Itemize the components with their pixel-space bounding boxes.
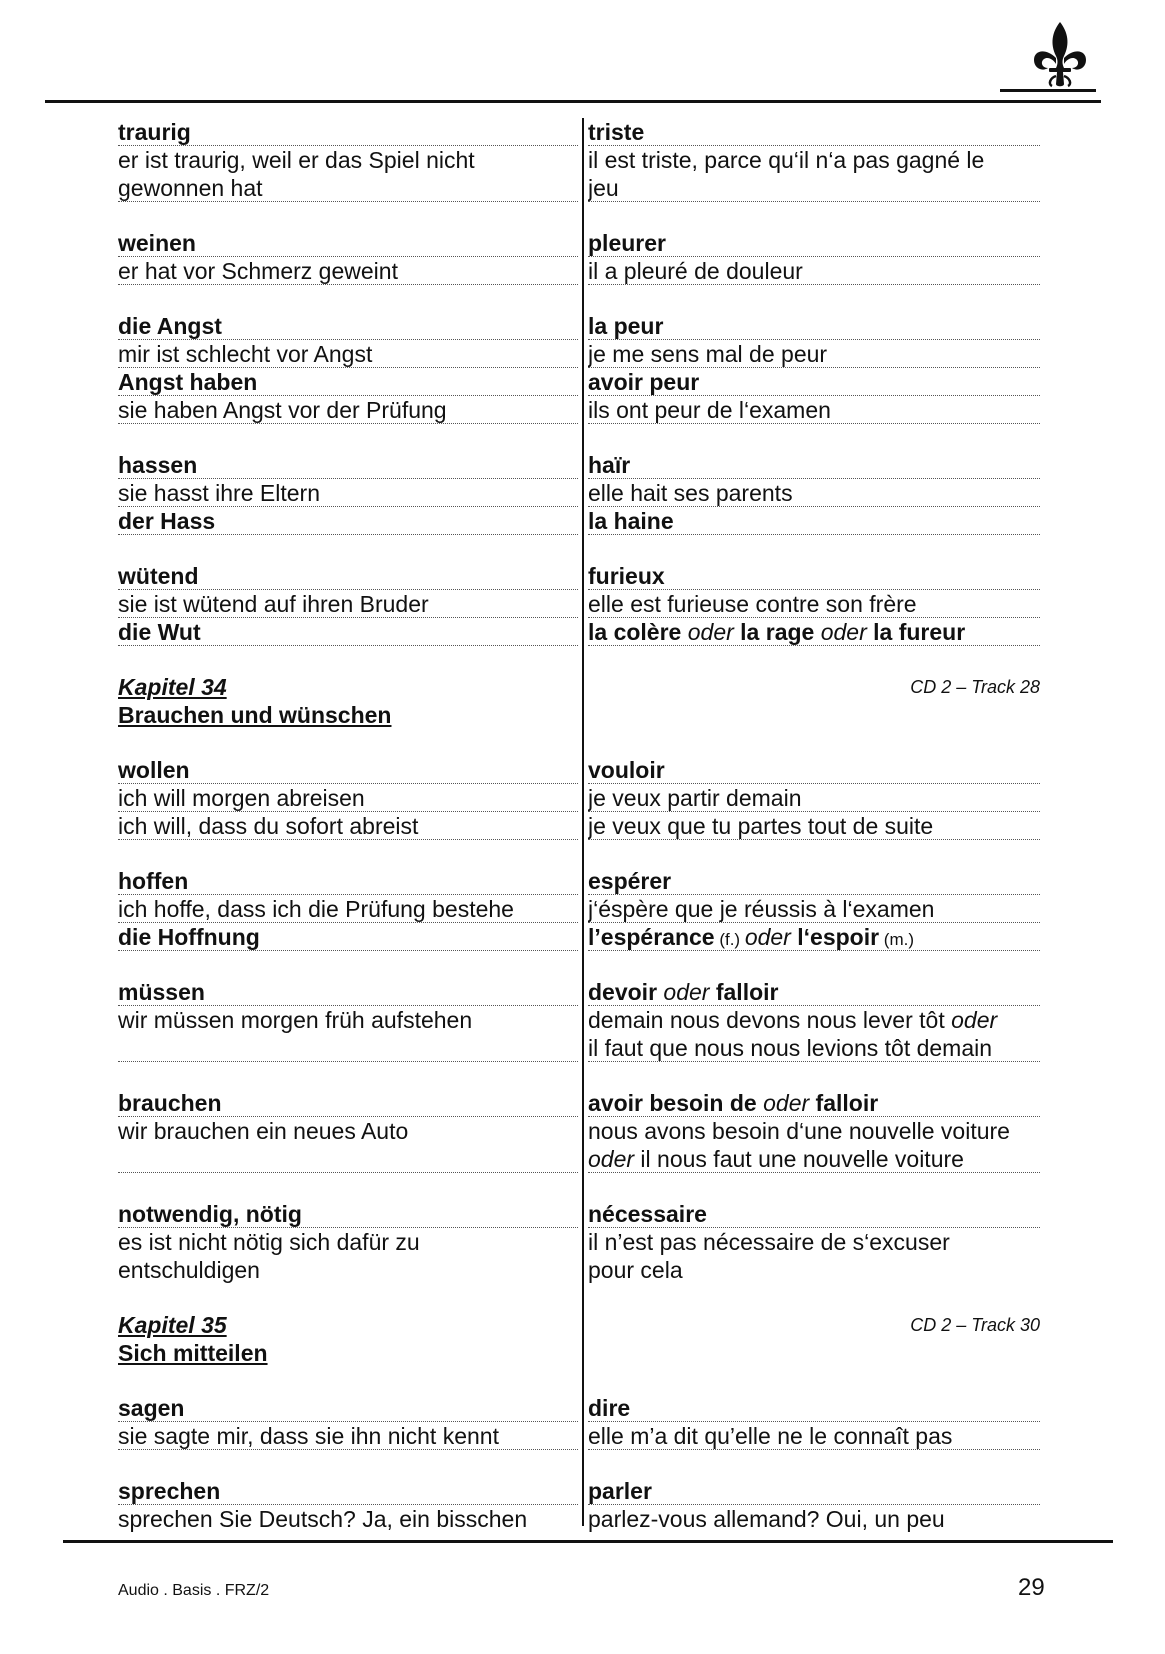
spacer [118, 1450, 1048, 1477]
vocab-row [118, 812, 1048, 840]
entry-text: parler [588, 1478, 652, 1504]
entry-text: hoffen [118, 868, 189, 894]
german-cell [118, 146, 578, 174]
spacer [118, 285, 1048, 312]
entry-text: oder [951, 1007, 998, 1033]
spacer [118, 729, 1048, 756]
german-cell [118, 590, 578, 618]
entry-text: traurig [118, 119, 191, 145]
entry-text: il n’est pas nécessaire de s‘excuser [588, 1229, 950, 1255]
entry-text: sprechen [118, 1478, 221, 1504]
chapter-heading: Brauchen und wünschen [118, 702, 392, 728]
vocab-row [118, 174, 1048, 202]
french-cell [588, 1477, 1040, 1505]
french-cell [588, 1200, 1040, 1228]
french-cell [588, 257, 1040, 285]
german-cell [118, 340, 578, 368]
french-cell [588, 1089, 1040, 1117]
entry-text: sie ist wütend auf ihren Bruder [118, 591, 429, 617]
vocab-row [118, 340, 1048, 368]
entry-text: il nous faut une nouvelle voiture [634, 1146, 964, 1172]
entry-text: es ist nicht nötig sich dafür zu [118, 1229, 420, 1255]
entry-text: oder [588, 1146, 635, 1172]
entry-text: vouloir [588, 757, 665, 783]
spacer [118, 202, 1048, 229]
entry-text: dire [588, 1395, 631, 1421]
entry-text: wütend [118, 563, 199, 589]
entry-text: avoir peur [588, 369, 700, 395]
entry-text: nous avons besoin d‘une nouvelle voiture [588, 1118, 1010, 1144]
chapter-heading-row [118, 701, 1048, 729]
vocab-row [118, 1228, 1048, 1256]
german-cell [118, 1006, 578, 1034]
french-cell [588, 229, 1040, 257]
vocab-row [118, 618, 1048, 646]
french-cell [588, 590, 1040, 618]
vocab-row [118, 1034, 1048, 1062]
german-cell [118, 312, 578, 340]
german-cell [118, 229, 578, 257]
chapter-heading-row [118, 1339, 1048, 1367]
german-cell [118, 1200, 578, 1228]
spacer [118, 646, 1048, 673]
entry-text: elle hait ses parents [588, 480, 793, 506]
french-cell [588, 479, 1040, 507]
entry-text: falloir [709, 979, 779, 1005]
german-cell [118, 784, 578, 812]
entry-text: elle m’a dit qu’elle ne le connaît pas [588, 1423, 953, 1449]
german-cell [118, 1394, 578, 1422]
vocabulary-list [118, 118, 1048, 1533]
vocab-row [118, 312, 1048, 340]
entry-text: ich will morgen abreisen [118, 785, 365, 811]
german-cell [118, 1145, 578, 1173]
vocab-row [118, 396, 1048, 424]
french-cell [588, 1422, 1040, 1450]
german-cell [118, 923, 578, 951]
entry-text: la peur [588, 313, 664, 339]
entry-text: haïr [588, 452, 631, 478]
german-cell [118, 1256, 578, 1284]
vocab-row [118, 146, 1048, 174]
entry-text: oder [744, 924, 791, 950]
entry-text: ich hoffe, dass ich die Prüfung bestehe [118, 896, 514, 922]
entry-text: sie hasst ihre Eltern [118, 480, 320, 506]
vocab-row [118, 1477, 1048, 1505]
vocab-row [118, 1006, 1048, 1034]
entry-text: (f.) [714, 930, 745, 949]
german-cell [118, 1117, 578, 1145]
french-cell [588, 1256, 1040, 1284]
german-cell [118, 812, 578, 840]
fleur-de-lis-icon [1030, 18, 1090, 90]
entry-text: il a pleuré de douleur [588, 258, 803, 284]
german-cell [118, 1228, 578, 1256]
vocab-row [118, 562, 1048, 590]
entry-text: gewonnen hat [118, 175, 263, 201]
vocab-row [118, 1394, 1048, 1422]
entry-text: er hat vor Schmerz geweint [118, 258, 398, 284]
footer-rule [63, 1540, 1113, 1543]
french-cell [588, 978, 1040, 1006]
french-cell [588, 1117, 1040, 1145]
audio-track-label: CD 2 – Track 28 [910, 677, 1040, 697]
spacer [118, 951, 1048, 978]
french-cell [588, 174, 1040, 202]
entry-text: je veux partir demain [588, 785, 802, 811]
entry-text: die Hoffnung [118, 924, 260, 950]
german-cell [118, 479, 578, 507]
entry-text: oder [820, 619, 867, 645]
german-cell [118, 978, 578, 1006]
entry-text: nécessaire [588, 1201, 707, 1227]
german-cell [118, 1505, 578, 1533]
entry-text: entschuldigen [118, 1257, 260, 1283]
entry-text: notwendig, nötig [118, 1201, 302, 1227]
entry-text: Angst haben [118, 369, 258, 395]
french-cell [588, 451, 1040, 479]
entry-text: la haine [588, 508, 674, 534]
chapter-title: Kapitel 34 [118, 674, 227, 700]
vocab-row [118, 451, 1048, 479]
german-cell [118, 368, 578, 396]
german-cell [118, 451, 578, 479]
spacer [118, 1367, 1048, 1394]
entry-text: il est triste, parce qu‘il n‘a pas gagné le [588, 147, 985, 173]
entry-text: il faut que nous nous levions tôt demain [588, 1035, 993, 1061]
vocab-row [118, 507, 1048, 535]
german-cell [118, 1422, 578, 1450]
german-cell [118, 396, 578, 424]
footer-source: Audio . Basis . FRZ/2 [118, 1582, 270, 1599]
vocab-row [118, 1256, 1048, 1284]
entry-text: jeu [588, 175, 619, 201]
entry-text: der Hass [118, 508, 216, 534]
vocab-row [118, 229, 1048, 257]
spacer [118, 840, 1048, 867]
german-cell [118, 257, 578, 285]
entry-text: je veux que tu partes tout de suite [588, 813, 934, 839]
entry-text: oder [663, 979, 710, 1005]
french-cell [588, 1034, 1040, 1062]
french-cell [588, 562, 1040, 590]
french-cell [588, 895, 1040, 923]
entry-text: espérer [588, 868, 672, 894]
entry-text: hassen [118, 452, 198, 478]
french-cell [588, 507, 1040, 535]
vocab-row [118, 784, 1048, 812]
entry-text: oder [763, 1090, 810, 1116]
vocab-row [118, 257, 1048, 285]
entry-text: j‘éspère que je réussis à l‘examen [588, 896, 935, 922]
entry-text: (m.) [879, 930, 914, 949]
french-cell [588, 618, 1040, 646]
entry-text: devoir [588, 979, 664, 1005]
entry-text: sagen [118, 1395, 185, 1421]
german-cell [118, 1089, 578, 1117]
entry-text: la colère [588, 619, 688, 645]
header-rule [45, 100, 1101, 103]
entry-text: la fureur [866, 619, 966, 645]
french-cell [588, 812, 1040, 840]
audio-track-label: CD 2 – Track 30 [910, 1315, 1040, 1335]
entry-text: sie sagte mir, dass sie ihn nicht kennt [118, 1423, 499, 1449]
entry-text: brauchen [118, 1090, 222, 1116]
entry-text: l’espérance [588, 924, 715, 950]
entry-text: die Angst [118, 313, 222, 339]
french-cell [588, 118, 1040, 146]
entry-text: la rage [733, 619, 821, 645]
vocab-row [118, 1089, 1048, 1117]
entry-text: parlez-vous allemand? Oui, un peu [588, 1506, 945, 1532]
entry-text: müssen [118, 979, 205, 1005]
entry-text: l‘espoir [790, 924, 880, 950]
vocab-row [118, 923, 1048, 951]
vocab-row [118, 978, 1048, 1006]
entry-text: die Wut [118, 619, 201, 645]
vocab-row [118, 1422, 1048, 1450]
french-cell [588, 368, 1040, 396]
entry-text: weinen [118, 230, 196, 256]
chapter-heading: Sich mitteilen [118, 1340, 268, 1366]
logo-underline [1000, 89, 1096, 92]
french-cell [588, 146, 1040, 174]
entry-text: pleurer [588, 230, 666, 256]
german-cell [118, 507, 578, 535]
spacer [118, 1173, 1048, 1200]
french-cell [588, 396, 1040, 424]
entry-text: elle est furieuse contre son frère [588, 591, 917, 617]
entry-text: oder [687, 619, 734, 645]
entry-text: furieux [588, 563, 665, 589]
vocab-row [118, 1505, 1048, 1533]
spacer [118, 1062, 1048, 1089]
french-cell [588, 1145, 1040, 1173]
vocab-row [118, 118, 1048, 146]
vocab-row [118, 1200, 1048, 1228]
entry-text: wir brauchen ein neues Auto [118, 1118, 409, 1144]
vocab-row [118, 590, 1048, 618]
entry-text: ich will, dass du sofort abreist [118, 813, 419, 839]
vocab-row [118, 479, 1048, 507]
entry-text: pour cela [588, 1257, 683, 1283]
vocab-row [118, 867, 1048, 895]
german-cell [118, 174, 578, 202]
entry-text: er ist traurig, weil er das Spiel nicht [118, 147, 475, 173]
entry-text: ils ont peur de l‘examen [588, 397, 831, 423]
german-cell [118, 618, 578, 646]
spacer [118, 535, 1048, 562]
french-cell [588, 312, 1040, 340]
german-cell [118, 867, 578, 895]
french-cell [588, 1394, 1040, 1422]
entry-text: sie haben Angst vor der Prüfung [118, 397, 447, 423]
spacer [118, 1284, 1048, 1311]
vocab-row [118, 1145, 1048, 1173]
german-cell [118, 895, 578, 923]
entry-text: wollen [118, 757, 190, 783]
french-cell [588, 340, 1040, 368]
entry-text: avoir besoin de [588, 1090, 764, 1116]
vocab-row [118, 368, 1048, 396]
vocab-row [118, 895, 1048, 923]
entry-text: demain nous devons nous lever tôt [588, 1007, 952, 1033]
chapter-row [118, 1311, 1048, 1339]
chapter-row [118, 673, 1048, 701]
vocab-row [118, 756, 1048, 784]
french-cell [588, 1006, 1040, 1034]
vocab-row [118, 1117, 1048, 1145]
entry-text: sprechen Sie Deutsch? Ja, ein bisschen [118, 1506, 528, 1532]
german-cell [118, 756, 578, 784]
entry-text: falloir [809, 1090, 879, 1116]
french-cell [588, 1228, 1040, 1256]
page-number: 29 [1018, 1574, 1045, 1601]
spacer [118, 424, 1048, 451]
entry-text: mir ist schlecht vor Angst [118, 341, 373, 367]
german-cell [118, 1034, 578, 1062]
chapter-title: Kapitel 35 [118, 1312, 227, 1338]
french-cell [588, 923, 1040, 951]
entry-text: je me sens mal de peur [588, 341, 828, 367]
french-cell [588, 784, 1040, 812]
german-cell [118, 1477, 578, 1505]
french-cell [588, 756, 1040, 784]
french-cell [588, 1505, 1040, 1533]
german-cell [118, 562, 578, 590]
entry-text: triste [588, 119, 645, 145]
entry-text: wir müssen morgen früh aufstehen [118, 1007, 473, 1033]
french-cell [588, 867, 1040, 895]
german-cell [118, 118, 578, 146]
